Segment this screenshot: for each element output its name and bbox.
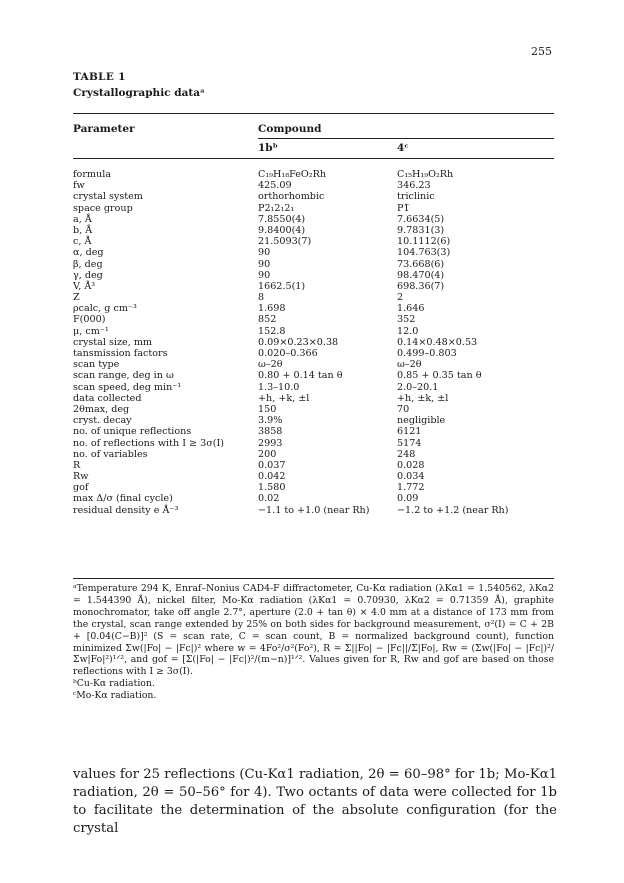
table-row bbox=[73, 482, 554, 493]
parameter-cell: Rw bbox=[73, 471, 89, 483]
parameter-cell: γ, deg bbox=[73, 269, 103, 281]
parameter-cell: max Δ/σ (final cycle) bbox=[73, 493, 173, 505]
table-row bbox=[73, 303, 554, 314]
value-4-cell: −1.2 to +1.2 (near Rh) bbox=[397, 504, 509, 516]
parameter-cell: ρcalc, g cm⁻³ bbox=[73, 303, 137, 315]
table-row bbox=[73, 505, 554, 516]
table-row bbox=[73, 438, 554, 449]
value-4-cell: 10.1112(6) bbox=[397, 236, 451, 248]
table-row bbox=[73, 214, 554, 225]
value-4-cell: 1.646 bbox=[397, 303, 425, 315]
value-4-cell: 73.668(6) bbox=[397, 258, 445, 270]
footnote-b: ᵇCu-Kα radiation. bbox=[73, 678, 155, 690]
table-row bbox=[73, 270, 554, 281]
table-row bbox=[73, 370, 554, 381]
table-row bbox=[73, 337, 554, 348]
value-4-cell: negligible bbox=[397, 415, 446, 427]
value-1b-cell: 425.09 bbox=[258, 180, 292, 192]
value-1b-cell: 152.8 bbox=[258, 325, 286, 337]
parameter-cell: F(000) bbox=[73, 314, 106, 326]
value-1b-cell: 90 bbox=[258, 258, 271, 270]
value-1b-cell: 1.580 bbox=[258, 482, 286, 494]
parameter-cell: cryst. decay bbox=[73, 415, 132, 427]
table-row bbox=[73, 203, 554, 214]
header-rule bbox=[73, 158, 554, 159]
table-row bbox=[73, 281, 554, 292]
table-bottom-rule bbox=[73, 578, 554, 579]
table-row bbox=[73, 236, 554, 247]
value-1b-cell: P2₁2₁2₁ bbox=[258, 202, 295, 214]
parameter-cell: data collected bbox=[73, 392, 142, 404]
value-1b-cell: 1.698 bbox=[258, 303, 286, 315]
header-parameter: Parameter bbox=[73, 123, 135, 135]
value-1b-cell: 8 bbox=[258, 292, 265, 304]
value-1b-cell: −1.1 to +1.0 (near Rh) bbox=[258, 504, 370, 516]
compound-rule bbox=[258, 138, 554, 139]
table-row bbox=[73, 471, 554, 482]
value-4-cell: 346.23 bbox=[397, 180, 431, 192]
table-row bbox=[73, 348, 554, 359]
header-compound-4: 4ᶜ bbox=[397, 142, 409, 154]
value-4-cell: P1̅ bbox=[397, 202, 410, 214]
value-1b-cell: 0.020–0.366 bbox=[258, 348, 318, 359]
table-row bbox=[73, 460, 554, 471]
table-row bbox=[73, 180, 554, 191]
table-row bbox=[73, 393, 554, 404]
parameter-cell: fw bbox=[73, 180, 85, 192]
table-label: TABLE 1 bbox=[73, 71, 126, 83]
value-1b-cell: 90 bbox=[258, 247, 271, 259]
parameter-cell: R bbox=[73, 459, 81, 471]
table-footnotes bbox=[73, 583, 554, 702]
table-body bbox=[73, 169, 554, 516]
parameter-cell: b, Å bbox=[73, 224, 93, 236]
table-row bbox=[73, 326, 554, 337]
table-row bbox=[73, 426, 554, 437]
value-4-cell: 98.470(4) bbox=[397, 269, 445, 281]
value-4-cell: 9.7831(3) bbox=[397, 224, 445, 236]
footnote-c: ᶜMo-Kα radiation. bbox=[73, 690, 157, 702]
parameter-cell: no. of unique reflections bbox=[73, 426, 192, 438]
parameter-cell: α, deg bbox=[73, 247, 104, 259]
parameter-cell: space group bbox=[73, 202, 133, 214]
table-row bbox=[73, 359, 554, 370]
body-text: values for 25 reflections (Cu-Kα1 radiation, 2θ = 60–98° for 1b; Mo-Kα1 radiation, 2θ = 50–56° for 4). Two octants of data were collected for 1b to facilitate the determination of the absolute configuration (for the crystal bbox=[73, 767, 557, 836]
value-1b-cell: 0.09×0.23×0.38 bbox=[258, 336, 339, 348]
parameter-cell: 2θmax, deg bbox=[73, 403, 130, 415]
value-4-cell: 1.772 bbox=[397, 482, 425, 494]
parameter-cell: μ, cm⁻¹ bbox=[73, 325, 109, 337]
value-1b-cell: 2993 bbox=[258, 437, 283, 449]
table-row bbox=[73, 247, 554, 258]
table-row bbox=[73, 225, 554, 236]
value-1b-cell: C₁₉H₁₈FeO₂Rh bbox=[258, 169, 327, 180]
table-row bbox=[73, 191, 554, 202]
parameter-cell: no. of variables bbox=[73, 448, 148, 460]
value-1b-cell: 1662.5(1) bbox=[258, 280, 306, 292]
table-row bbox=[73, 415, 554, 426]
value-4-cell: 70 bbox=[397, 403, 410, 415]
table-row bbox=[73, 404, 554, 415]
table-row bbox=[73, 292, 554, 303]
value-4-cell: 2 bbox=[397, 292, 404, 304]
value-1b-cell: orthorhombic bbox=[258, 191, 325, 203]
body-paragraph bbox=[73, 766, 557, 838]
value-4-cell: 7.6634(5) bbox=[397, 213, 445, 225]
value-1b-cell: 0.037 bbox=[258, 459, 286, 471]
table-row bbox=[73, 169, 554, 180]
value-1b-cell: 150 bbox=[258, 403, 277, 415]
value-4-cell: +h, ±k, ±l bbox=[397, 392, 449, 404]
table-row bbox=[73, 382, 554, 393]
value-1b-cell: 0.80 + 0.14 tan θ bbox=[258, 370, 343, 382]
value-1b-cell: 200 bbox=[258, 448, 277, 460]
parameter-cell: formula bbox=[73, 169, 111, 180]
value-1b-cell: +h, +k, ±l bbox=[258, 392, 310, 404]
parameter-cell: β, deg bbox=[73, 258, 103, 270]
value-4-cell: ω–2θ bbox=[397, 359, 422, 371]
value-4-cell: 0.85 + 0.35 tan θ bbox=[397, 370, 482, 382]
value-1b-cell: 90 bbox=[258, 269, 271, 281]
table-row bbox=[73, 493, 554, 504]
parameter-cell: a, Å bbox=[73, 213, 92, 225]
value-1b-cell: 3.9% bbox=[258, 415, 283, 427]
value-4-cell: 12.0 bbox=[397, 325, 419, 337]
parameter-cell: Z bbox=[73, 292, 80, 304]
value-4-cell: 0.028 bbox=[397, 459, 425, 471]
table-row bbox=[73, 259, 554, 270]
value-1b-cell: 3858 bbox=[258, 426, 283, 438]
parameter-cell: c, Å bbox=[73, 236, 92, 248]
value-4-cell: 5174 bbox=[397, 437, 422, 449]
table-row bbox=[73, 449, 554, 460]
parameter-cell: crystal system bbox=[73, 191, 143, 203]
header-compound-1b: 1bᵇ bbox=[258, 142, 278, 154]
value-4-cell: 104.763(3) bbox=[397, 247, 451, 259]
table-row bbox=[73, 314, 554, 325]
value-4-cell: 352 bbox=[397, 314, 416, 326]
value-1b-cell: 9.8400(4) bbox=[258, 224, 306, 236]
table-caption: Crystallographic dataᵃ bbox=[73, 87, 205, 99]
header-compound: Compound bbox=[258, 123, 322, 135]
value-4-cell: 0.09 bbox=[397, 493, 419, 505]
value-4-cell: 698.36(7) bbox=[397, 280, 445, 292]
value-4-cell: 0.034 bbox=[397, 471, 425, 483]
parameter-cell: tansmission factors bbox=[73, 348, 168, 359]
value-4-cell: 248 bbox=[397, 448, 416, 460]
value-4-cell: 0.14×0.48×0.53 bbox=[397, 336, 478, 348]
value-1b-cell: 0.02 bbox=[258, 493, 280, 505]
value-1b-cell: ω–2θ bbox=[258, 359, 283, 371]
footnote-a: ᵃTemperature 294 K, Enraf–Nonius CAD4-F diffractometer, Cu-Kα radiation (λKα1 = 1.540562, λKα2 = 1.544390 Å), nickel filter, Mo-Kα radiation (λKα1 = 0.70930, λKα2 = 0.71359 Å), graphite monochromator, take off angle 2.7°, aperture (2.0 + tan θ) × 4.0 mm at a distance of 173 mm from the crystal, scan range extended by 25% on both sides for background measurement, σ²(I) = C + 2B + [0.04(C−B)]² (S = scan rate, C = scan count, B = normalized background count), function minimized Σw(|Fo| − |Fc|)² where w = 4Fo²/σ²(Fo²), R = Σ||Fo| − |Fc||/Σ|Fo|, Rw = (Σw(|Fo| − |Fc|)²/Σw|Fo|²)¹ᐟ², and gof = [Σ(|Fo| − |Fc|)²/(m−n)]¹ᐟ². Values given for R, Rw and gof are based on those reflections with I ≥ 3σ(I). bbox=[73, 583, 554, 678]
value-1b-cell: 852 bbox=[258, 314, 277, 326]
page-number: 255 bbox=[531, 45, 552, 58]
table-top-rule bbox=[73, 113, 554, 114]
parameter-cell: V, Å³ bbox=[73, 280, 96, 292]
parameter-cell: scan speed, deg min⁻¹ bbox=[73, 381, 182, 393]
value-4-cell: triclinic bbox=[397, 191, 435, 203]
parameter-cell: residual density e Å⁻³ bbox=[73, 504, 179, 516]
parameter-cell: no. of reflections with I ≥ 3σ(I) bbox=[73, 437, 225, 449]
value-4-cell: 6121 bbox=[397, 426, 422, 438]
value-1b-cell: 1.3–10.0 bbox=[258, 381, 300, 393]
value-4-cell: C₁₅H₁₉O₂Rh bbox=[397, 169, 454, 180]
parameter-cell: scan range, deg in ω bbox=[73, 370, 174, 382]
parameter-cell: scan type bbox=[73, 359, 120, 371]
value-1b-cell: 0.042 bbox=[258, 471, 286, 483]
value-1b-cell: 21.5093(7) bbox=[258, 236, 312, 248]
value-4-cell: 2.0–20.1 bbox=[397, 381, 439, 393]
value-4-cell: 0.499–0.803 bbox=[397, 348, 457, 359]
parameter-cell: gof bbox=[73, 482, 89, 494]
value-1b-cell: 7.8550(4) bbox=[258, 213, 306, 225]
parameter-cell: crystal size, mm bbox=[73, 336, 153, 348]
